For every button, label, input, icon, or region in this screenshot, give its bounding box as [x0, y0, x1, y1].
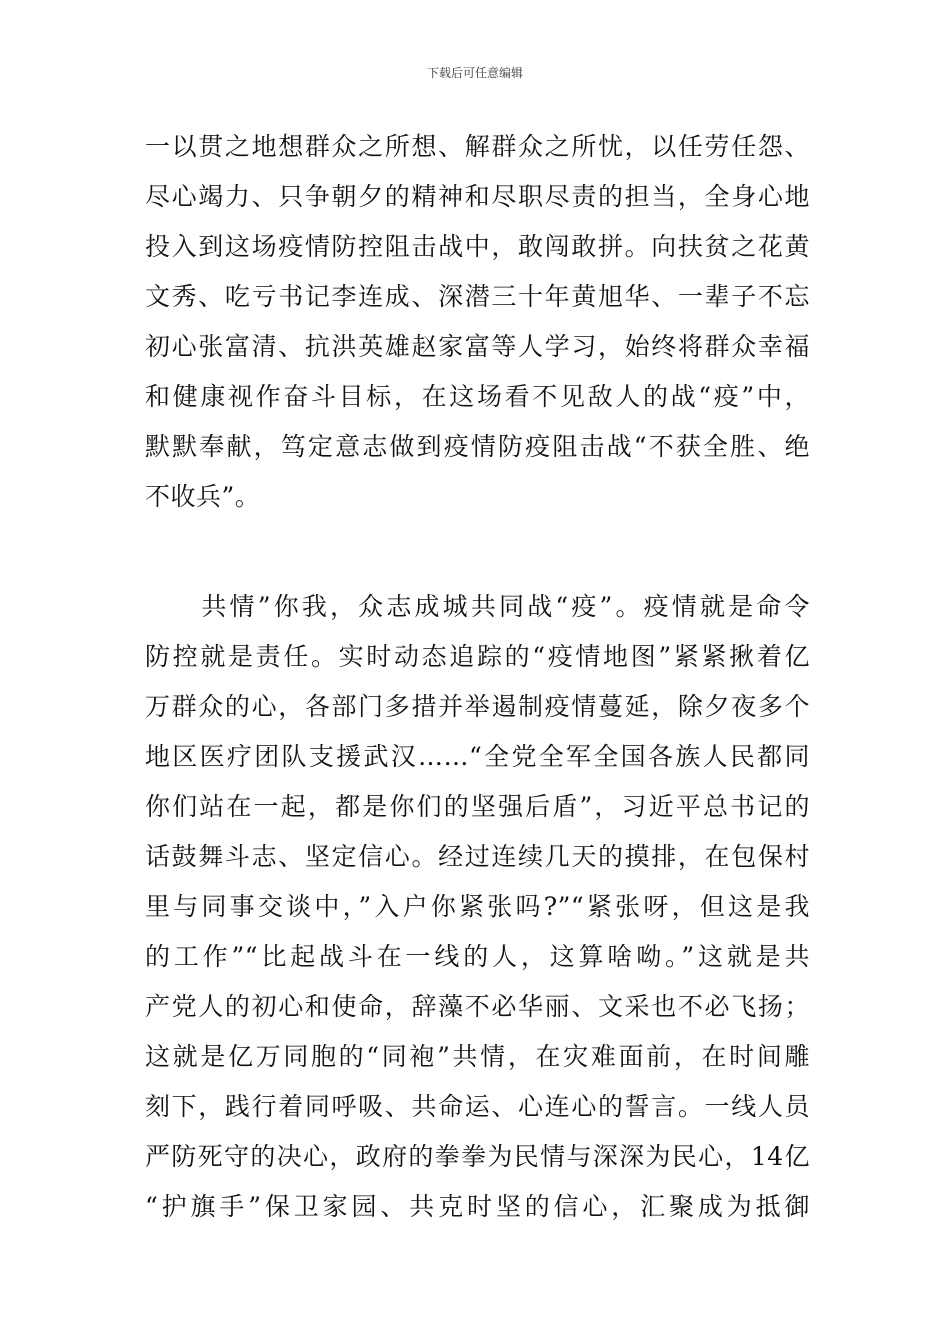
text-line: 和健康视作奋斗目标，在这场看不见敌人的战“疫”中， [145, 382, 810, 411]
text-line: 刻下，践行着同呼吸、共命运、心连心的誓言。一线人员 [145, 1092, 810, 1121]
text-line: 共情”你我，众志成城共同战“疫”。疫情就是命令 [145, 592, 810, 621]
text-line: 投入到这场疫情防控阻击战中，敢闯敢拼。向扶贫之花黄 [145, 232, 810, 261]
text-line: 尽心竭力、只争朝夕的精神和尽职尽责的担当，全身心地 [145, 182, 810, 211]
text-line: 万群众的心，各部门多措并举遏制疫情蔓延，除夕夜多个 [145, 692, 810, 721]
text-line: 产党人的初心和使命，辞藻不必华丽、文采也不必飞扬； [145, 992, 810, 1021]
text-line: 话鼓舞斗志、坚定信心。经过连续几天的摸排，在包保村 [145, 842, 810, 871]
text-line: 严防死守的决心，政府的拳拳为民情与深深为民心，14亿 [145, 1142, 810, 1171]
text-line: 不收兵”。 [145, 482, 261, 511]
paragraph-2 [145, 582, 810, 1232]
document-body [145, 122, 810, 1232]
text-line: 里与同事交谈中，”入户你紧张吗?”“紧张呀，但这是我 [145, 892, 810, 921]
text-line: 默默奉献，笃定意志做到疫情防疫阻击战“不获全胜、绝 [145, 432, 810, 461]
text-line: 文秀、吃亏书记李连成、深潜三十年黄旭华、一辈子不忘 [145, 282, 810, 311]
page-header-note: 下载后可任意编辑 [426, 66, 523, 80]
text-line: 你们站在一起，都是你们的坚强后盾”，习近平总书记的 [145, 792, 810, 821]
text-line: 防控就是责任。实时动态追踪的“疫情地图”紧紧揪着亿 [145, 642, 810, 671]
text-line: 一以贯之地想群众之所想、解群众之所忧，以任劳任怨、 [145, 132, 810, 161]
paragraph-gap [145, 522, 810, 582]
text-line: 地区医疗团队支援武汉……“全党全军全国各族人民都同 [145, 742, 810, 771]
text-line: “护旗手”保卫家园、共克时坚的信心，汇聚成为抵御 [145, 1192, 810, 1221]
text-line: 的工作”“比起战斗在一线的人，这算啥呦。”这就是共 [145, 942, 810, 971]
paragraph-1 [145, 122, 810, 522]
text-line: 初心张富清、抗洪英雄赵家富等人学习，始终将群众幸福 [145, 332, 810, 361]
text-line: 这就是亿万同胞的“同袍”共情，在灾难面前，在时间雕 [145, 1042, 810, 1071]
